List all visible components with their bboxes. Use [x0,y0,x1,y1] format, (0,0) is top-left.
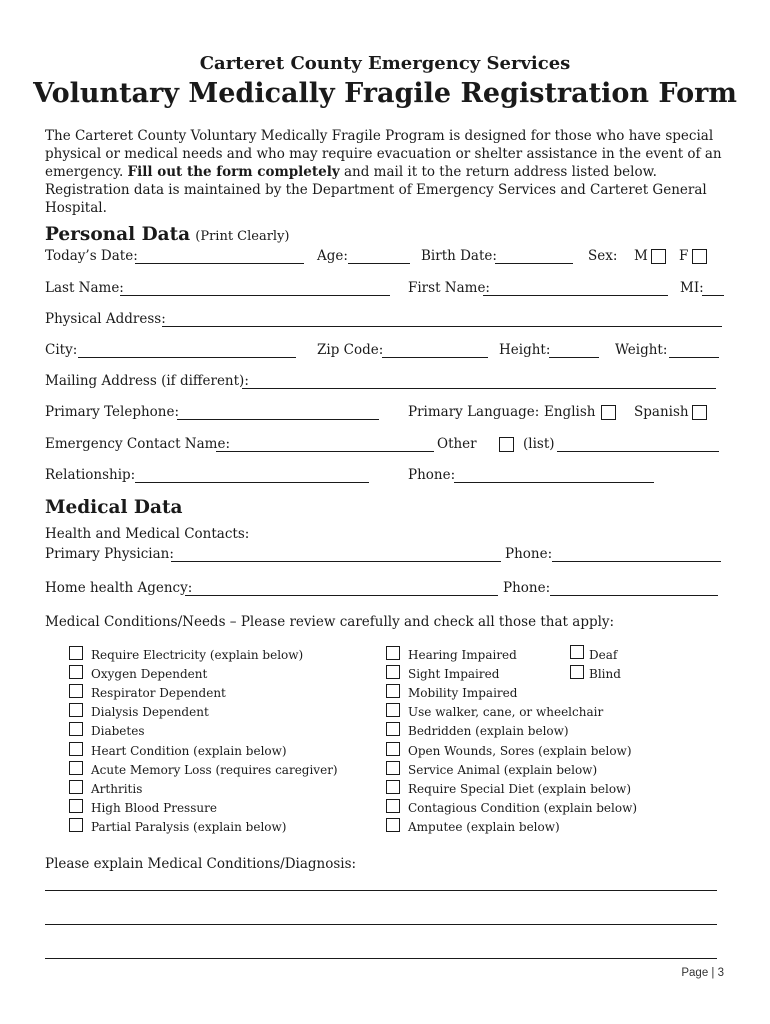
city-field[interactable] [78,357,296,358]
physical-address-field[interactable] [162,326,722,327]
personal-data-heading [45,224,290,245]
condition-checkbox[interactable] [69,818,83,832]
intro-text-1: The Carteret County Voluntary Medically Fragile Program is designed for those who have special physical or medical needs and who may require evacuation or shelter assistance in the event of an emergency. [45,128,722,180]
condition-checkbox[interactable] [386,780,400,794]
print-clearly-note: (Print Clearly) [195,229,290,244]
birth-date-field[interactable] [495,263,573,264]
condition-label: Sight Impaired [408,667,500,681]
condition-checkbox[interactable] [69,646,83,660]
blind-checkbox[interactable] [570,665,584,679]
todays-date-field[interactable] [135,263,304,264]
condition-checkbox[interactable] [69,761,83,775]
sex-label: Sex: [588,248,618,264]
first-name-label: First Name: [408,280,490,296]
intro-paragraph [45,127,735,217]
agency-name: Carteret County Emergency Services [199,53,571,74]
condition-label: Amputee (explain below) [408,820,560,834]
weight-label: Weight: [615,342,668,358]
zip-code-field[interactable] [382,357,488,358]
age-label: Age: [317,248,348,264]
last-name-field[interactable] [120,295,390,296]
explain-line-2[interactable] [45,924,717,925]
home-health-phone-field[interactable] [550,595,718,596]
home-health-field[interactable] [185,595,498,596]
condition-label: Partial Paralysis (explain below) [91,820,287,834]
spanish-label: Spanish [634,404,689,420]
deaf-checkbox[interactable] [570,645,584,659]
condition-label: Service Animal (explain below) [408,763,598,777]
medical-data-heading: Medical Data [45,497,183,518]
intro-text-2: and mail it to the return address listed below. Registration data is maintained by the Department of Emergency Services and Carteret General Hospital. [45,164,707,216]
condition-checkbox[interactable] [386,818,400,832]
relationship-label: Relationship: [45,467,136,483]
condition-label: Arthritis [91,782,143,796]
condition-checkbox[interactable] [386,703,400,717]
condition-label: Respirator Dependent [91,686,226,700]
physical-address-label: Physical Address: [45,311,166,327]
personal-data-title: Personal Data [45,224,191,245]
health-contacts-label: Health and Medical Contacts: [45,526,250,542]
condition-checkbox[interactable] [69,780,83,794]
explain-line-3[interactable] [45,958,717,959]
condition-checkbox[interactable] [386,684,400,698]
list-label: (list) [523,436,555,452]
other-language-label: Other [437,436,477,452]
page-number: Page | 3 [681,967,724,979]
condition-checkbox[interactable] [386,722,400,736]
condition-checkbox[interactable] [69,665,83,679]
emergency-phone-field[interactable] [454,482,654,483]
other-language-field[interactable] [557,451,719,452]
condition-label: Require Special Diet (explain below) [408,782,632,796]
condition-checkbox[interactable] [69,799,83,813]
condition-checkbox[interactable] [386,761,400,775]
sex-f-checkbox[interactable] [692,249,707,264]
home-health-phone-label: Phone: [503,580,551,596]
height-field[interactable] [549,357,599,358]
condition-checkbox[interactable] [386,799,400,813]
mailing-address-label: Mailing Address (if different): [45,373,249,389]
mailing-address-field[interactable] [242,388,716,389]
condition-label: Acute Memory Loss (requires caregiver) [91,763,338,777]
condition-label: Bedridden (explain below) [408,724,569,738]
condition-label: Oxygen Dependent [91,667,208,681]
form-title: Voluntary Medically Fragile Registration Form [33,78,737,109]
zip-code-label: Zip Code: [317,342,384,358]
blind-label: Blind [589,667,621,681]
physician-phone-label: Phone: [505,546,553,562]
weight-field[interactable] [669,357,719,358]
explain-line-1[interactable] [45,890,717,891]
condition-checkbox[interactable] [386,665,400,679]
condition-checkbox[interactable] [69,684,83,698]
condition-label: Mobility Impaired [408,686,518,700]
condition-label: Diabetes [91,724,145,738]
condition-label: Open Wounds, Sores (explain below) [408,744,632,758]
city-label: City: [45,342,78,358]
relationship-field[interactable] [135,482,369,483]
spanish-checkbox[interactable] [692,405,707,420]
condition-label: Require Electricity (explain below) [91,648,304,662]
mi-field[interactable] [702,295,724,296]
condition-checkbox[interactable] [69,742,83,756]
condition-checkbox[interactable] [386,742,400,756]
condition-label: Hearing Impaired [408,648,517,662]
sex-f-label: F [679,248,689,264]
emergency-phone-label: Phone: [408,467,456,483]
condition-label: Contagious Condition (explain below) [408,801,638,815]
height-label: Height: [499,342,551,358]
primary-telephone-field[interactable] [177,419,379,420]
birth-date-label: Birth Date: [421,248,497,264]
condition-label: Dialysis Dependent [91,705,209,719]
primary-physician-field[interactable] [171,561,501,562]
age-field[interactable] [348,263,410,264]
english-label: English [544,404,596,420]
condition-checkbox[interactable] [69,722,83,736]
todays-date-label: Today’s Date: [45,248,138,264]
condition-checkbox[interactable] [69,703,83,717]
first-name-field[interactable] [483,295,668,296]
explain-conditions-label: Please explain Medical Conditions/Diagnosis: [45,856,357,872]
emergency-contact-field[interactable] [216,451,434,452]
primary-language-label: Primary Language: [408,404,540,420]
intro-bold-text: Fill out the form completely [127,164,340,180]
sex-m-checkbox[interactable] [651,249,666,264]
english-checkbox[interactable] [601,405,616,420]
primary-physician-label: Primary Physician: [45,546,174,562]
primary-telephone-label: Primary Telephone: [45,404,180,420]
sex-m-label: M [634,248,648,264]
conditions-prompt: Medical Conditions/Needs – Please review carefully and check all those that apply: [45,614,615,630]
deaf-label: Deaf [589,648,618,662]
mi-label: MI: [680,280,704,296]
condition-label: Heart Condition (explain below) [91,744,287,758]
condition-checkbox[interactable] [386,646,400,660]
physician-phone-field[interactable] [552,561,721,562]
condition-label: High Blood Pressure [91,801,217,815]
emergency-contact-label: Emergency Contact Name: [45,436,231,452]
condition-label: Use walker, cane, or wheelchair [408,705,604,719]
home-health-label: Home health Agency: [45,580,193,596]
last-name-label: Last Name: [45,280,124,296]
other-language-checkbox[interactable] [499,437,514,452]
